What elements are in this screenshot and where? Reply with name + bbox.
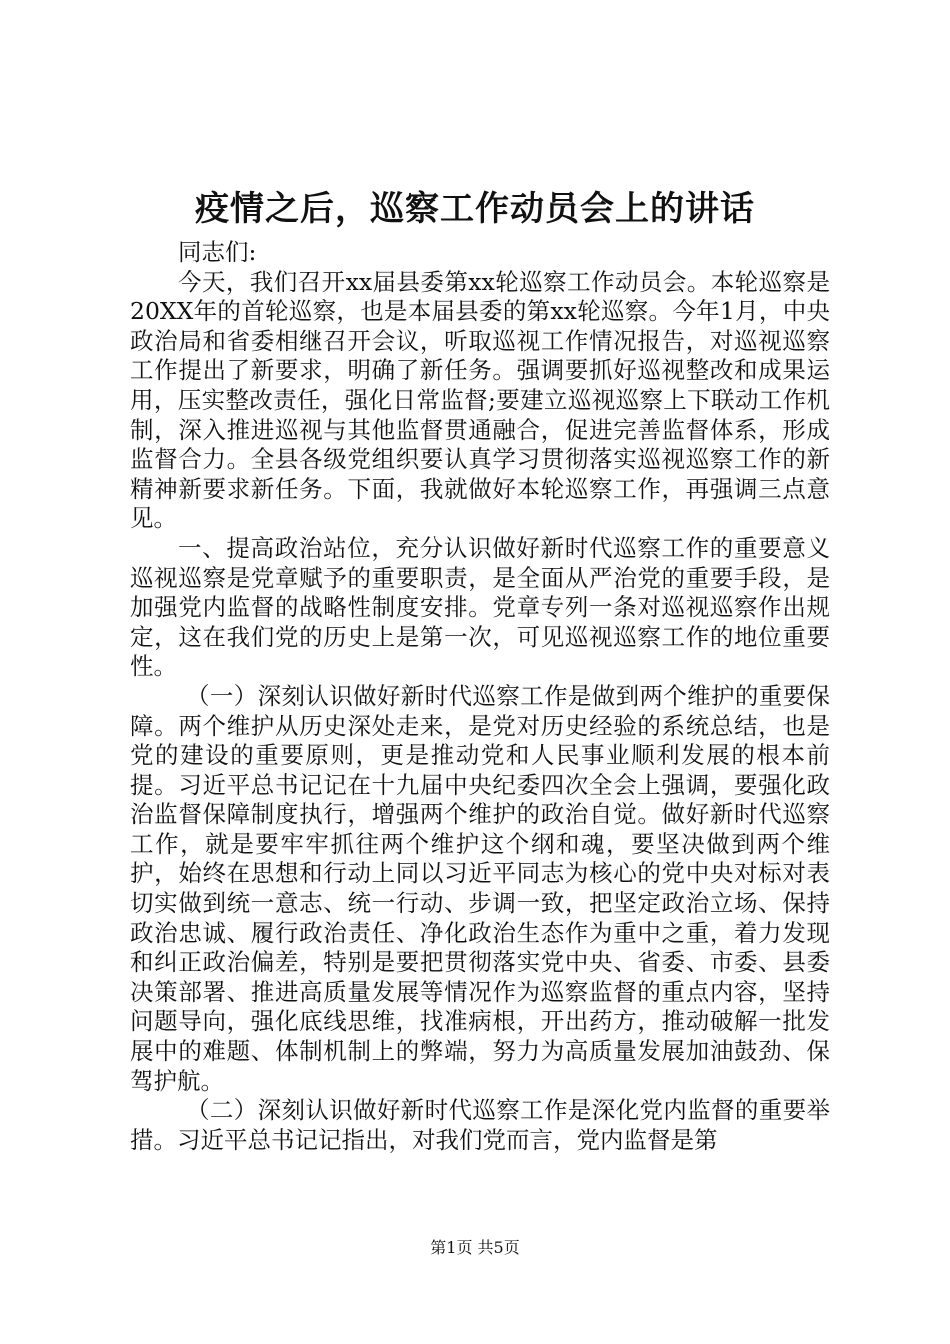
section-one-paragraph: 一、提高政治站位，充分认识做好新时代巡察工作的重要意义巡视巡察是党章赋予的重要职责，是全面从严治党的重要手段，是加强党内监督的战略性制度安排。党章专列一条对巡视巡察作出规定，这在我们党的历史上是第一次，可见巡视巡察工作的地位重要性。 [130,533,830,681]
salutation-paragraph: 同志们: [178,238,257,266]
document-body [130,238,830,1155]
subsection-two-paragraph: （二）深刻认识做好新时代巡察工作是深化党内监督的重要举措。习近平总书记记指出，对我们党而言，党内监督是第 [130,1096,830,1154]
intro-paragraph: 今天，我们召开xx届县委第xx轮巡察工作动员会。本轮巡察是20XX年的首轮巡察，也是本届县委的第xx轮巡察。今年1月，中央政治局和省委相继召开会议，听取巡视工作情况报告，对巡视巡察工作提出了新要求，明确了新任务。强调要抓好巡视整改和成果运用，压实整改责任，强化日常监督;要建立巡视巡察上下联动工作机制，深入推进巡视与其他监督贯通融合，促进完善监督体系，形成监督合力。全县各级党组织要认真学习贯彻落实巡视巡察工作的新精神新要求新任务。下面，我就做好本轮巡察工作，再强调三点意见。 [130,267,830,533]
document-title: 疫情之后，巡察工作动员会上的讲话 [195,189,755,229]
subsection-one-paragraph: （一）深刻认识做好新时代巡察工作是做到两个维护的重要保障。两个维护从历史深处走来，是党对历史经验的系统总结，也是党的建设的重要原则，更是推动党和人民事业顺利发展的根本前提。习近平总书记记在十九届中央纪委四次全会上强调，要强化政治监督保障制度执行，增强两个维护的政治自觉。做好新时代巡察工作，就是要牢牢抓往两个维护这个纲和魂，要坚决做到两个维护，始终在思想和行动上同以习近平同志为核心的党中央对标对表切实做到统一意志、统一行动、步调一致，把坚定政治立场、保持政治忠诚、履行政治责任、净化政治生态作为重中之重，着力发现和纠正政治偏差，特别是要把贯彻落实党中央、省委、市委、县委决策部署、推进高质量发展等情况作为巡察监督的重点内容，坚持问题导向，强化底线思维，找准病根，开出药方，推动破解一批发展中的难题、体制机制上的弊端，努力为高质量发展加油鼓劲、保驾护航。 [130,681,830,1095]
page-number-footer: 第1页 共5页 [430,1238,520,1257]
